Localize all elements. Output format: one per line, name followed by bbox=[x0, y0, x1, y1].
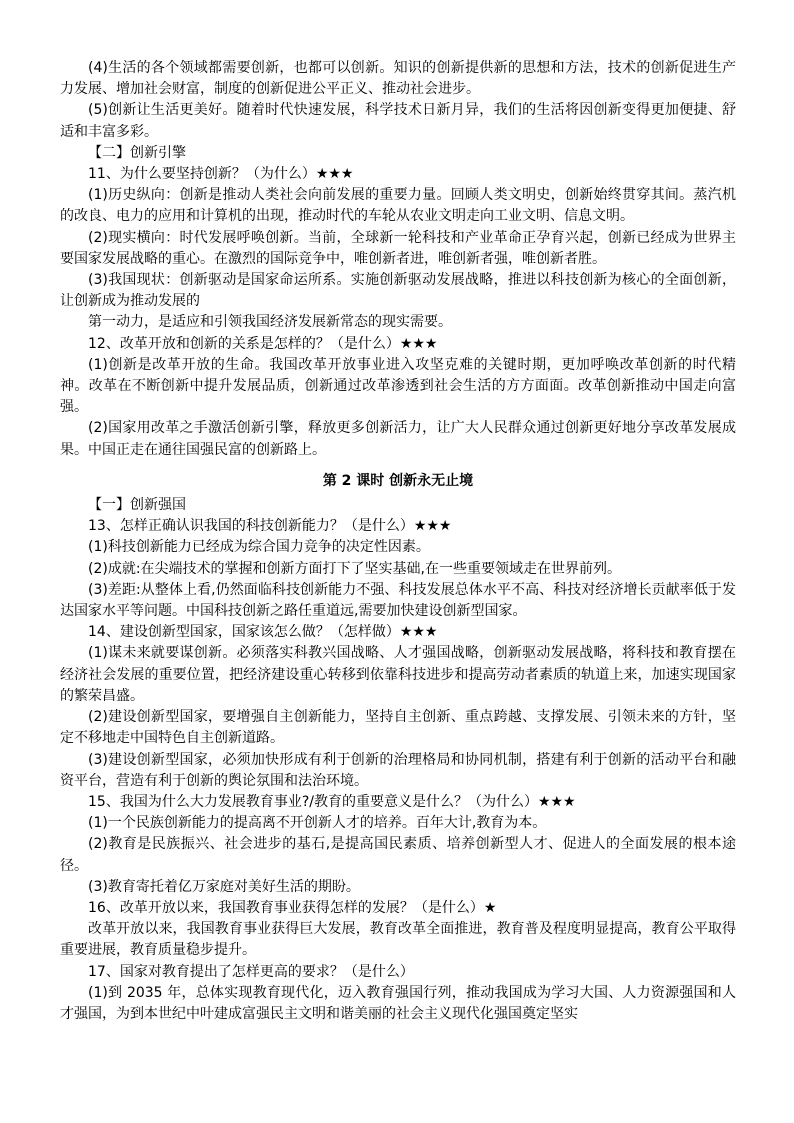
document-page bbox=[60, 58, 736, 1025]
paragraph: 改革开放以来，我国教育事业获得巨大发展，教育改革全面推进，教育普及程度明显提高，教育公平取得重要进展，教育质量稳步提升。 bbox=[60, 921, 736, 959]
paragraph: (1)到 2035 年，总体实现教育现代化，迈入教育强国行列，推动我国成为学习大国、人力资源强国和人才强国，为到本世纪中叶建成富强民主文明和谐美丽的社会主义现代化强国奠定坚实 bbox=[60, 984, 736, 1022]
paragraph: 11、为什么要坚持创新？（为什么）★★★ bbox=[88, 166, 354, 183]
paragraph: (2)教育是民族振兴、社会进步的基石,是提高国民素质、培养创新型人才、促进人的全面发展的根本途径。 bbox=[60, 836, 736, 874]
paragraph: (3)教育寄托着亿万家庭对美好生活的期盼。 bbox=[88, 878, 360, 895]
paragraph: 17、国家对教育提出了怎样更高的要求？（是什么） bbox=[88, 963, 414, 980]
lesson-title: 第 2 课时 创新永无止境 bbox=[322, 472, 474, 489]
paragraph: 14、建设创新型国家，国家该怎么做？（怎样做）★★★ bbox=[88, 624, 438, 641]
paragraph: (1)一个民族创新能力的提高离不开创新人才的培养。百年大计,教育为本。 bbox=[88, 815, 547, 832]
paragraph: 16、改革开放以来，我国教育事业获得怎样的发展？（是什么）★ bbox=[88, 899, 497, 916]
paragraph: 【一】创新强国 bbox=[88, 497, 186, 514]
paragraph: (2)建设创新型国家，要增强自主创新能力，坚持自主创新、重点跨越、支撑发展、引领未来的方针，坚定不移地走中国特色自主创新道路。 bbox=[60, 709, 736, 747]
paragraph: (5)创新让生活更美好。随着时代快速发展，科学技术日新月异，我们的生活将因创新变得更加便捷、舒适和丰富多彩。 bbox=[60, 102, 736, 140]
paragraph: 13、怎样正确认识我国的科技创新能力？（是什么）★★★ bbox=[88, 518, 452, 535]
paragraph: (2)国家用改革之手激活创新引擎，释放更多创新活力，让广大人民群众通过创新更好地分享改革发展成果。中国正走在通往国强民富的创新路上。 bbox=[60, 420, 736, 458]
paragraph: (1)科技创新能力已经成为综合国力竞争的决定性因素。 bbox=[88, 539, 430, 556]
paragraph: 12、改革开放和创新的关系是怎样的？（是什么）★★★ bbox=[88, 335, 438, 352]
paragraph: 【二】创新引擎 bbox=[88, 144, 186, 161]
paragraph: (2)现实横向：时代发展呼唤创新。当前，全球新一轮科技和产业革命正孕育兴起，创新已经成为世界主要国家发展战略的重心。在激烈的国际竞争中，唯创新者进，唯创新者强，唯创新者胜。 bbox=[60, 229, 736, 267]
paragraph: (2)成就:在尖端技术的掌握和创新方面打下了坚实基础,在一些重要领域走在世界前列。 bbox=[88, 560, 621, 577]
paragraph: (1)历史纵向：创新是推动人类社会向前发展的重要力量。回顾人类文明史，创新始终贯穿其间。蒸汽机的改良、电力的应用和计算机的出现，推动时代的车轮从农业文明走向工业文明、信息文明。 bbox=[60, 187, 736, 225]
paragraph: (1)创新是改革开放的生命。我国改革开放事业进入攻坚克难的关键时期，更加呼唤改革创新的时代精神。改革在不断创新中提升发展品质，创新通过改革渗透到社会生活的方方面面。改革创新推动中国走向富强。 bbox=[60, 356, 736, 416]
paragraph: (4)生活的各个领域都需要创新，也都可以创新。知识的创新提供新的思想和方法，技术的创新促进生产力发展、增加社会财富，制度的创新促进公平正义、推动社会进步。 bbox=[60, 60, 736, 98]
paragraph: (3)建设创新型国家，必须加快形成有利于创新的治理格局和协同机制，搭建有利于创新的活动平台和融资平台，营造有利于创新的舆论氛围和法治环境。 bbox=[60, 751, 736, 789]
section-innovation-engine bbox=[60, 58, 736, 461]
paragraph: (3)我国现状：创新驱动是国家命运所系。实施创新驱动发展战略，推进以科技创新为核心的全面创新，让创新成为推动发展的 bbox=[60, 272, 736, 310]
paragraph: (1)谋未来就要谋创新。必须落实科教兴国战略、人才强国战略，创新驱动发展战略，将科技和教育摆在经济社会发展的重要位置，把经济建设重心转移到依靠科技进步和提高劳动者素质的轨道上来，加速实现国家的繁荣昌盛。 bbox=[60, 645, 736, 704]
paragraph: 15、我国为什么大力发展教育事业?/教育的重要意义是什么？（为什么）★★★ bbox=[88, 793, 576, 810]
section-innovation-nation bbox=[60, 495, 736, 1025]
paragraph: 第一动力，是适应和引领我国经济发展新常态的现实需要。 bbox=[88, 314, 452, 331]
paragraph: (3)差距:从整体上看,仍然面临科技创新能力不强、科技发展总体水平不高、科技对经济增长贡献率低于发达国家水平等问题。中国科技创新之路任重道远,需要加快建设创新型国家。 bbox=[60, 581, 736, 620]
